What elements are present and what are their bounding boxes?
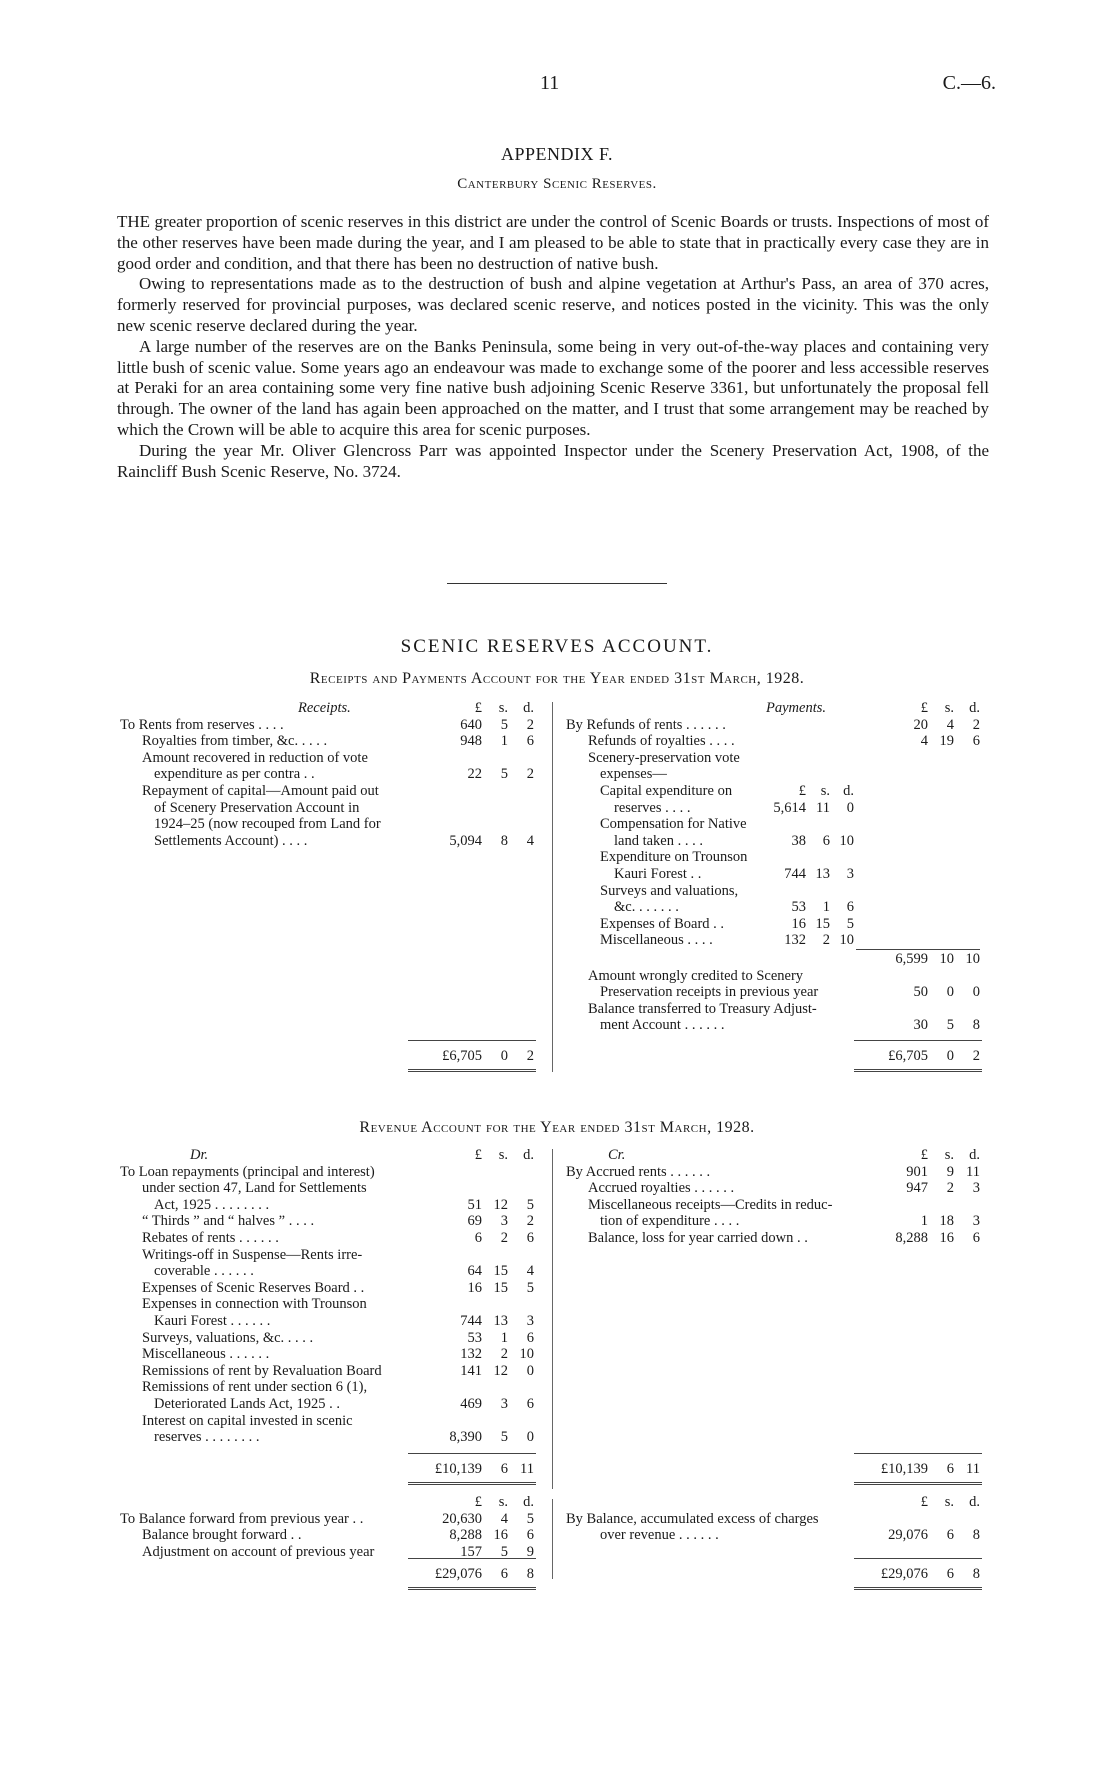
ledger-row [120, 717, 545, 734]
ledger-row [566, 1197, 991, 1214]
shillings-value: 3 [500, 1213, 508, 1230]
pounds-value: £ [474, 700, 482, 716]
sub-column-heading: s. [820, 783, 830, 799]
ledger-row [120, 1413, 545, 1430]
ledger-row [566, 733, 991, 750]
column-heading: Payments. [766, 700, 826, 716]
total-row [566, 1461, 991, 1478]
shillings-value: 0 [946, 1048, 954, 1064]
shillings-value: s. [944, 1494, 954, 1510]
pence-value: 6 [526, 733, 534, 750]
ledger-row [120, 1247, 545, 1264]
total-bottom-rule [408, 1069, 536, 1072]
ledger-row [566, 899, 991, 916]
shillings-value: 0 [946, 984, 954, 1001]
pence-value: 10 [839, 832, 854, 849]
ledger-row [566, 849, 991, 866]
ledger-label: Royalties from timber, &c. . . . . [142, 733, 328, 750]
pounds-value: £10,139 [434, 1461, 482, 1477]
pence-value: 0 [526, 1362, 534, 1379]
ledger-label: Preservation receipts in previous year [600, 984, 819, 1001]
ledger-label: By Balance, accumulated excess of charges [566, 1510, 819, 1527]
ledger-row [566, 883, 991, 900]
shillings-value: 4 [500, 1510, 508, 1527]
pounds-value: 30 [913, 1017, 928, 1034]
ledger-row [566, 951, 991, 968]
ledger-label: reserves . . . . [614, 799, 691, 816]
pence-value: 6 [526, 1527, 534, 1544]
ledger-row [566, 800, 991, 817]
ledger-row [120, 1527, 545, 1544]
ledger-label: Kauri Forest . . . . . . [154, 1313, 271, 1329]
pence-value: 5 [526, 1279, 534, 1296]
ledger-label: 1924–25 (now recouped from Land for [154, 816, 381, 833]
ledger-row [120, 1379, 545, 1396]
shillings-value: 18 [939, 1213, 954, 1230]
pounds-value: 8,288 [449, 1527, 482, 1544]
pounds-value: £ [920, 1147, 928, 1163]
pounds-value: 141 [460, 1362, 482, 1379]
ledger-label: Balance brought forward . . [142, 1527, 302, 1544]
pence-value: 11 [966, 1461, 980, 1477]
pence-value: 2 [972, 716, 980, 733]
pence-value: 0 [846, 799, 854, 816]
pounds-value: 22 [467, 766, 482, 783]
ledger-label: Expenses of Board . . [600, 915, 725, 932]
shillings-value: 1 [500, 1329, 508, 1346]
ledger-label: Remissions of rent under section 6 (1), [142, 1379, 368, 1396]
shillings-value: 5 [500, 766, 508, 783]
pounds-value: 38 [791, 832, 806, 849]
total-top-rule [854, 1040, 982, 1041]
pence-value: 8 [972, 1017, 980, 1034]
ledger-row [566, 1164, 991, 1181]
shillings-value: 8 [500, 832, 508, 849]
shillings-value: 12 [493, 1196, 508, 1213]
pounds-value: 5,614 [773, 799, 806, 816]
ledger-label: To Rents from reserves . . . . [120, 716, 284, 733]
pounds-value: £29,076 [880, 1566, 928, 1582]
total-row [566, 1566, 991, 1583]
ledger-label: “ Thirds ” and “ halves ” . . . . [142, 1213, 315, 1230]
ledger-label: expenditure as per contra . . [154, 766, 315, 783]
ledger-row [120, 1296, 545, 1313]
ledger-row [566, 717, 991, 734]
shillings-value: 6 [946, 1527, 954, 1544]
pence-value: 8 [972, 1527, 980, 1544]
ledger-row [566, 783, 991, 800]
pence-value: 9 [526, 1543, 534, 1560]
pounds-value: 6,599 [895, 951, 928, 967]
revenue-account [0, 1147, 1114, 1647]
ledger-row [566, 700, 991, 717]
ledger-row [566, 984, 991, 1001]
pence-value: 3 [972, 1180, 980, 1197]
pence-value: 6 [972, 1230, 980, 1246]
balance-divider [552, 1499, 553, 1579]
ledger-label: Miscellaneous . . . . . . [142, 1346, 270, 1363]
total-bottom-rule [854, 1069, 982, 1072]
ledger-label: Amount recovered in reduction of vote [142, 749, 368, 766]
pounds-value: 640 [460, 716, 482, 733]
pounds-value: 50 [913, 984, 928, 1001]
pounds-value: 6 [474, 1230, 482, 1246]
ledger-row [566, 1511, 991, 1528]
ledger-row [566, 968, 991, 985]
ledger-row [566, 1230, 991, 1247]
pounds-value: 20 [913, 716, 928, 733]
shillings-value: 11 [816, 799, 830, 816]
ledger-row [120, 1346, 545, 1363]
pounds-value: 744 [784, 866, 806, 882]
pounds-value: 51 [467, 1196, 482, 1213]
pence-value: 10 [839, 932, 854, 949]
pence-value: 5 [526, 1196, 534, 1213]
ledger-row [120, 1363, 545, 1380]
pence-value: d. [969, 1494, 980, 1510]
pounds-value: 157 [460, 1543, 482, 1560]
section-divider [447, 583, 667, 585]
pounds-value: 901 [906, 1163, 928, 1180]
paragraph-2: Owing to representations made as to the destruction of bush and alpine vegetation at Arthur's Pass, an area of 370 acres, formerly reserved for provincial purposes, was declared scenic reserve, and notices posted in the vicinity. This was the only new scenic reserve declared during the year. [117, 274, 989, 335]
column-heading: Cr. [608, 1147, 626, 1163]
shillings-value: s. [944, 700, 954, 716]
pence-value: d. [523, 700, 534, 716]
shillings-value: 16 [493, 1527, 508, 1544]
ledger-row [566, 1147, 991, 1164]
pounds-value: £29,076 [434, 1566, 482, 1582]
ledger-row [566, 916, 991, 933]
ledger-label: Expenses of Scenic Reserves Board . . [142, 1279, 365, 1296]
ledger-label: tion of expenditure . . . . [600, 1213, 740, 1230]
ledger-row [566, 1001, 991, 1018]
ledger-label: Act, 1925 . . . . . . . . [154, 1196, 270, 1213]
shillings-value: s. [498, 700, 508, 716]
shillings-value: 5 [946, 1017, 954, 1034]
shillings-value: 16 [939, 1230, 954, 1246]
ledger-label: Surveys and valuations, [600, 882, 739, 899]
pence-value: 8 [526, 1566, 534, 1582]
ledger-row [566, 750, 991, 767]
revenue-divider [552, 1149, 553, 1489]
pence-value: 8 [972, 1566, 980, 1582]
ledger-label: Kauri Forest . . [614, 866, 702, 882]
pence-value: 3 [526, 1313, 534, 1329]
shillings-value: s. [498, 1147, 508, 1163]
column-heading: Receipts. [298, 700, 351, 716]
subtotal-rule [856, 949, 980, 950]
pence-value: 6 [526, 1329, 534, 1346]
ledger-label: Interest on capital invested in scenic [142, 1412, 353, 1429]
ledger-row [120, 1313, 545, 1330]
total-top-rule [854, 1558, 982, 1559]
total-row [120, 1566, 545, 1583]
ledger-row [120, 816, 545, 833]
ledger-row [120, 733, 545, 750]
ledger-label: Balance transferred to Treasury Adjust- [588, 1000, 817, 1017]
ledger-row [120, 1147, 545, 1164]
account-title: SCENIC RESERVES ACCOUNT. [400, 636, 714, 657]
pounds-value: 69 [467, 1213, 482, 1230]
ledger-row [566, 1017, 991, 1034]
shillings-value: 2 [500, 1346, 508, 1363]
pence-value: d. [523, 1494, 534, 1510]
pence-value: 6 [846, 899, 854, 916]
shillings-value: 1 [822, 899, 830, 916]
pounds-value: £ [474, 1494, 482, 1510]
pence-value: 4 [526, 1263, 534, 1280]
shillings-value: 15 [493, 1279, 508, 1296]
ledger-row [566, 866, 991, 883]
ledger-row [120, 1164, 545, 1181]
ledger-row [120, 1263, 545, 1280]
ledger-label: Capital expenditure on [600, 783, 733, 799]
pence-value: 3 [972, 1213, 980, 1230]
appendix-title: APPENDIX F. [500, 144, 614, 164]
ledger-label: Balance, loss for year carried down . . [588, 1230, 808, 1246]
pounds-value: 16 [791, 915, 806, 932]
ledger-label: Writings-off in Suspense—Rents irre- [142, 1246, 363, 1263]
ledger-label: land taken . . . . [614, 832, 703, 849]
ledger-row [120, 800, 545, 817]
pounds-value: 744 [460, 1313, 482, 1329]
pounds-value: 4 [920, 733, 928, 750]
shillings-value: 19 [939, 733, 954, 750]
total-top-rule [408, 1040, 536, 1041]
ledger-row [120, 1180, 545, 1197]
ledger-label: Rebates of rents . . . . . . [142, 1230, 279, 1246]
shillings-value: 5 [500, 1543, 508, 1560]
ledger-row [120, 1429, 545, 1446]
pence-value: 0 [526, 1429, 534, 1446]
pence-value: 11 [520, 1461, 534, 1477]
pounds-value: 947 [906, 1180, 928, 1197]
ledger-label: Surveys, valuations, &c. . . . . [142, 1329, 314, 1346]
ledger-row [120, 1494, 545, 1511]
ledger-label: Miscellaneous . . . . [600, 932, 713, 949]
ledger-label: of Scenery Preservation Account in [154, 799, 360, 816]
shillings-value: s. [944, 1147, 954, 1163]
shillings-value: 6 [946, 1566, 954, 1582]
pounds-value: 8,288 [895, 1230, 928, 1246]
pence-value: 6 [526, 1396, 534, 1412]
ledger-label: Repayment of capital—Amount paid out [142, 783, 379, 799]
pounds-value: £ [474, 1147, 482, 1163]
ledger-label: reserves . . . . . . . . [154, 1429, 260, 1446]
ledger-row [120, 700, 545, 717]
pence-value: 2 [972, 1048, 980, 1064]
ledger-label: Deteriorated Lands Act, 1925 . . [154, 1396, 341, 1412]
shillings-value: 15 [815, 915, 830, 932]
total-row [120, 1048, 545, 1065]
ledger-row [566, 816, 991, 833]
shillings-value: 0 [500, 1048, 508, 1064]
pence-value: 5 [526, 1510, 534, 1527]
ledger-row [120, 833, 545, 850]
ledger-row [120, 1280, 545, 1297]
pence-value: 6 [526, 1230, 534, 1246]
paragraph-3: A large number of the reserves are on the Banks Peninsula, some being in very out-of-the-way places and containing very little bush of scenic value. Some years ago an endeavour was made to exchange some of the poorer and less accessible reserves at Peraki for an area containing some very fine native bush adjoining Scenic Reserve 3361, but unfortunately the proposal fell through. The owner of the land has again been approached on the matter, and I trust that some arrangement may be reached by which the Crown will be able to acquire this area for scenic purposes. [117, 336, 989, 439]
pounds-value: 132 [460, 1346, 482, 1363]
ledger-label: By Refunds of rents . . . . . . [566, 716, 726, 733]
column-heading: Dr. [190, 1147, 209, 1163]
shillings-value: 1 [500, 733, 508, 750]
pounds-value: £ [920, 1494, 928, 1510]
shillings-value: 9 [946, 1163, 954, 1180]
shillings-value: 6 [500, 1566, 508, 1582]
pounds-value: 53 [791, 899, 806, 916]
pence-value: 4 [526, 832, 534, 849]
pounds-value: 5,094 [449, 832, 482, 849]
shillings-value: 6 [500, 1461, 508, 1477]
sub-column-heading: £ [798, 783, 806, 799]
total-bottom-rule [854, 1482, 982, 1485]
ledger-row [120, 1330, 545, 1347]
ledger-row [120, 783, 545, 800]
ledger-row [566, 1213, 991, 1230]
shillings-value: 3 [500, 1396, 508, 1412]
pence-value: 10 [965, 951, 980, 967]
pounds-value: 16 [467, 1279, 482, 1296]
ledger-label: To Loan repayments (principal and interest) [120, 1163, 375, 1180]
pounds-value: 53 [467, 1329, 482, 1346]
total-row [120, 1461, 545, 1478]
shillings-value: 12 [493, 1362, 508, 1379]
pounds-value: £ [920, 700, 928, 716]
ledger-row [120, 1396, 545, 1413]
pence-value: 2 [526, 766, 534, 783]
pence-value: 10 [519, 1346, 534, 1363]
ledger-row [566, 1527, 991, 1544]
pence-value: 3 [846, 866, 854, 882]
ledger-row [566, 766, 991, 783]
shillings-value: 4 [946, 716, 954, 733]
ledger-label: over revenue . . . . . . [600, 1527, 719, 1544]
total-top-rule [854, 1453, 982, 1454]
pounds-value: 29,076 [888, 1527, 928, 1544]
pounds-value: 8,390 [449, 1429, 482, 1446]
revenue-subtitle: Revenue Account for the Year ended 31st March, 1928. [359, 1119, 755, 1136]
total-bottom-rule [408, 1587, 536, 1590]
paragraph-1: THE greater proportion of scenic reserves in this district are under the control of Scenic Boards or trusts. Inspections of most of the other reserves have been made during the year, and I am pleased to be able to state that in practically every case they are in good order and condition, and that there has been no destruction of native bush. [117, 212, 989, 273]
ledger-label: expenses— [600, 766, 667, 783]
ledger-row [120, 750, 545, 767]
total-top-rule [408, 1558, 536, 1559]
shillings-value: 5 [500, 1429, 508, 1446]
shillings-value: 13 [815, 866, 830, 882]
paragraph-4: During the year Mr. Oliver Glencross Parr was appointed Inspector under the Scenery Preservation Act, 1908, of the Raincliff Bush Scenic Reserve, No. 3724. [117, 440, 989, 481]
pounds-value: 64 [467, 1263, 482, 1280]
ledger-label: Scenery-preservation vote [588, 749, 740, 766]
pounds-value: £6,705 [888, 1048, 928, 1064]
pence-value: 5 [846, 915, 854, 932]
ledger-row [566, 932, 991, 949]
total-row [566, 1048, 991, 1065]
ledger-row [120, 1511, 545, 1528]
ledger-row [566, 1180, 991, 1197]
shillings-value: 2 [500, 1230, 508, 1246]
pence-value: 2 [526, 1213, 534, 1230]
account-subtitle: Receipts and Payments Account for the Year ended 31st March, 1928. [309, 670, 805, 687]
pounds-value: 20,630 [442, 1510, 482, 1527]
ledger-row [566, 1494, 991, 1511]
total-top-rule [408, 1453, 536, 1454]
pence-value: 2 [526, 1048, 534, 1064]
ledger-label: Amount wrongly credited to Scenery [588, 967, 804, 984]
pounds-value: £6,705 [442, 1048, 482, 1064]
ledger-label: Remissions of rent by Revaluation Board [142, 1362, 382, 1379]
pence-value: 11 [966, 1163, 980, 1180]
pounds-value: 948 [460, 733, 482, 750]
shillings-value: 13 [493, 1313, 508, 1329]
ledger-row [566, 833, 991, 850]
ledger-label: To Balance forward from previous year . . [120, 1510, 364, 1527]
pence-value: d. [969, 1147, 980, 1163]
pence-value: d. [969, 700, 980, 716]
ledger-label: Settlements Account) . . . . [154, 832, 308, 849]
pence-value: 2 [526, 716, 534, 733]
shillings-value: 2 [946, 1180, 954, 1197]
shillings-value: s. [498, 1494, 508, 1510]
total-bottom-rule [854, 1587, 982, 1590]
ledger-label: By Accrued rents . . . . . . [566, 1163, 711, 1180]
pence-value: 6 [972, 733, 980, 750]
pounds-value: 1 [920, 1213, 928, 1230]
shillings-value: 5 [500, 716, 508, 733]
ledger-label: Expenditure on Trounson [600, 849, 748, 866]
shillings-value: 15 [493, 1263, 508, 1280]
sub-column-heading: d. [843, 783, 854, 799]
ledger-label: coverable . . . . . . [154, 1263, 254, 1280]
pence-value: d. [523, 1147, 534, 1163]
ledger-label: Expenses in connection with Trounson [142, 1296, 367, 1313]
shillings-value: 6 [946, 1461, 954, 1477]
ledger-row [120, 1230, 545, 1247]
ledger-label: &c. . . . . . . [614, 899, 679, 916]
shillings-value: 2 [822, 932, 830, 949]
total-bottom-rule [408, 1482, 536, 1485]
pounds-value: £10,139 [880, 1461, 928, 1477]
ledger-label: ment Account . . . . . . [600, 1017, 725, 1034]
ledger-label: Compensation for Native [600, 816, 747, 833]
page-number: 11 [540, 72, 560, 94]
appendix-subtitle: Canterbury Scenic Reserves. [457, 176, 657, 192]
appendix-body [117, 212, 989, 482]
document-reference: C.—6. [942, 72, 996, 94]
shillings-value: 10 [939, 951, 954, 967]
ledger-row [120, 1197, 545, 1214]
account-divider [552, 702, 553, 1072]
ledger-label: Miscellaneous receipts—Credits in reduc- [588, 1196, 833, 1213]
pounds-value: 469 [460, 1396, 482, 1412]
shillings-value: 6 [822, 832, 830, 849]
ledger-label: under section 47, Land for Settlements [142, 1180, 367, 1197]
receipts-payments-account [0, 700, 1114, 1080]
ledger-row [120, 766, 545, 783]
ledger-row [120, 1213, 545, 1230]
ledger-label: Accrued royalties . . . . . . [588, 1180, 735, 1197]
ledger-label: Adjustment on account of previous year [142, 1543, 375, 1560]
ledger-label: Refunds of royalties . . . . [588, 733, 735, 750]
pounds-value: 132 [784, 932, 806, 949]
pence-value: 0 [972, 984, 980, 1001]
